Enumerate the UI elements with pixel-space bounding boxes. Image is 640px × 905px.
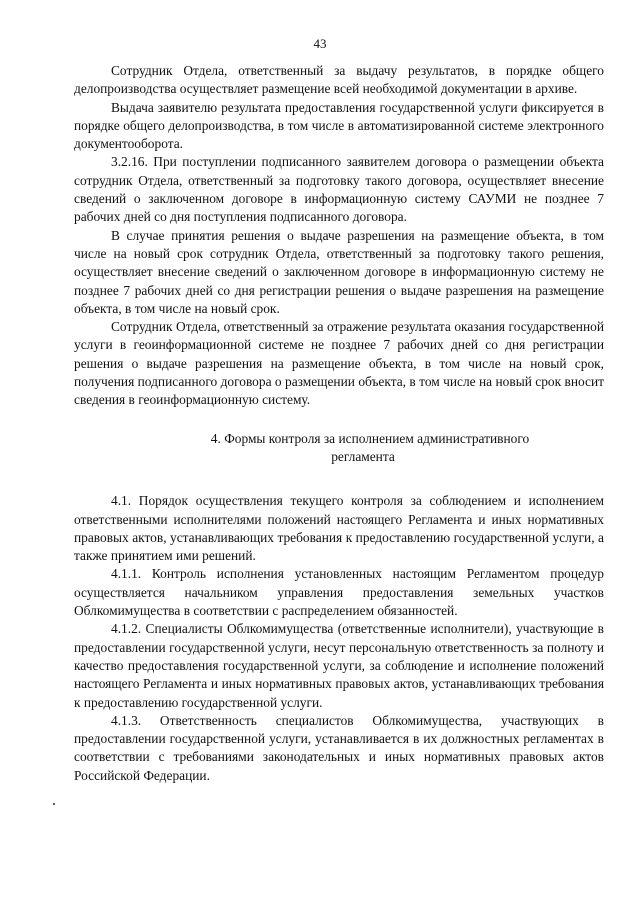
scan-speck [53, 803, 55, 805]
section-heading [74, 430, 604, 467]
paragraph-4-1-3: 4.1.3. Ответственность специалистов Облкомимущества, участвующих в предоставлении государственной услуги, устанавливается в их должностных регламентах в соответствии с требованиями законодательных и иных нормативных правовых актов Российской Федерации. [74, 712, 604, 783]
paragraph-geoinformation-system: Сотрудник Отдела, ответственный за отражение результата оказания государственной услуги в геоинформационной системе не позднее 7 рабочих дней со дня регистрации решения о выдаче разрешения на размещение объекта, в том числе на новый срок, получения подписанного договора о размещении объекта, в том числе на новый срок вносит сведения в геоинформационную систему. [74, 319, 604, 408]
paragraph-4-1: 4.1. Порядок осуществления текущего контроля за соблюдением и исполнением ответственными исполнителями положений настоящего Регламента и иных нормативных правовых актов, устанавливающих требования к предоставлению государственной услуги, а также принятием ими решений. [74, 493, 604, 564]
paragraph-4-1-2: 4.1.2. Специалисты Облкомимущества (ответственные исполнители), участвующие в предоставлении государственной услуги, несут персональную ответственность за полноту и качество предоставления государственной услуги, за соблюдение и исполнение положений настоящего Регламента и иных нормативных правовых актов, устанавливающих требования к предоставлению государственной услуги. [74, 621, 604, 710]
page-number: 43 [313, 36, 327, 51]
section-heading-line-1: 4. Формы контроля за исполнением административного [210, 430, 530, 446]
section-heading-line-2: регламента [331, 448, 395, 464]
paragraph-4-1-1: 4.1.1. Контроль исполнения установленных настоящим Регламентом процедур осуществляется начальником управления предоставления земельных участков Облкомимущества в соответствии с распределением обязанностей. [74, 566, 604, 619]
paragraph-result-issuance: Выдача заявителю результата предоставления государственной услуги фиксируется в порядке общего делопроизводства, в том числе в автоматизированной системе электронного документооборота. [74, 99, 604, 152]
paragraph-archive: Сотрудник Отдела, ответственный за выдачу результатов, в порядке общего делопроизводства осуществляет размещение всей необходимой документации в архиве. [74, 63, 604, 97]
paragraph-3-2-16: 3.2.16. При поступлении подписанного заявителем договора о размещении объекта сотрудник Отдела, ответственный за подготовку такого договора, осуществляет внесение сведений о заключенном договоре в информационную систему САУМИ не позднее 7 рабочих дней со дня поступления подписанного договора. [74, 154, 604, 225]
paragraph-permit-decision: В случае принятия решения о выдаче разрешения на размещение объекта, в том числе на новый срок сотрудник Отдела, ответственный за подготовку такого решения, осуществляет внесение сведений о заключенном договоре в информационную систему не позднее 7 рабочих дней со дня регистрации решения о выдаче разрешения на размещение объекта, в том числе на новый срок. [74, 227, 604, 316]
document-body [74, 62, 604, 785]
